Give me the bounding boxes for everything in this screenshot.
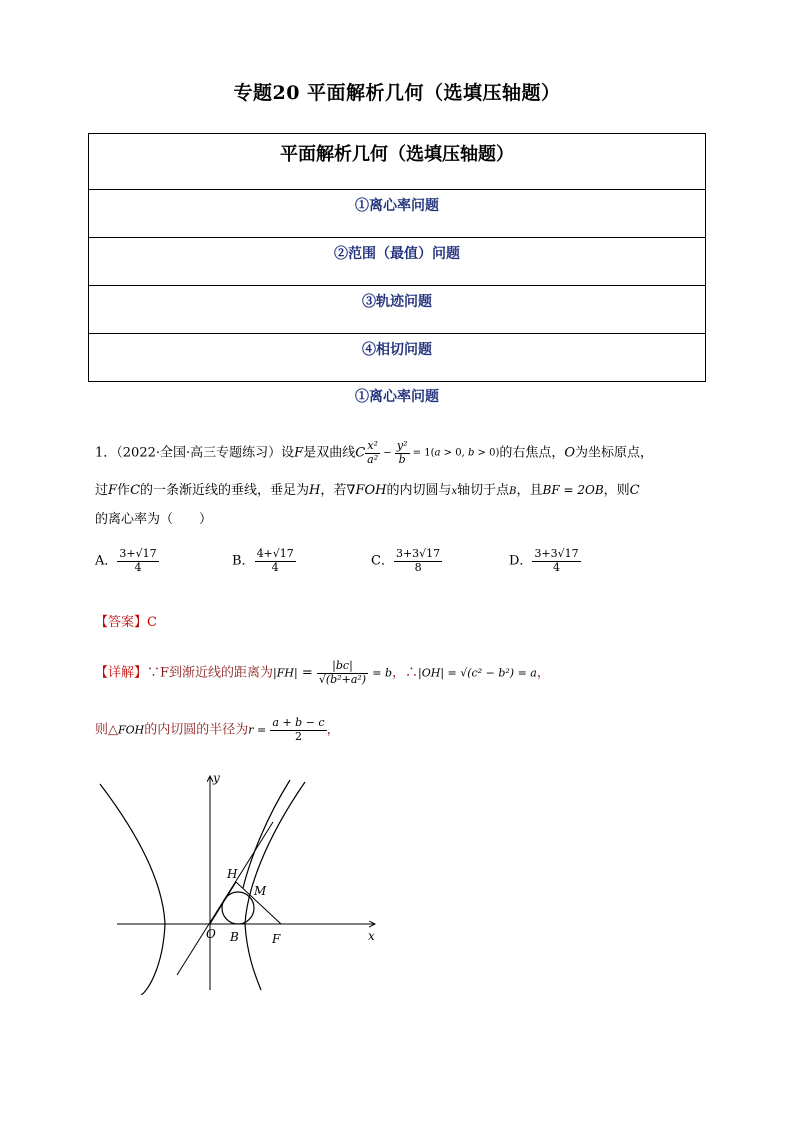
label-O: O bbox=[206, 927, 216, 941]
label-B: B bbox=[230, 930, 239, 944]
toc-item: ③轨迹问题 bbox=[89, 286, 706, 334]
label-y: y bbox=[213, 771, 220, 785]
incircle bbox=[222, 892, 254, 924]
hyperbola-figure bbox=[95, 770, 385, 995]
answer: 【答案】C bbox=[95, 615, 157, 630]
detail-line-1: 【详解】∵F到渐近线的距离为|FH| = $\frac{|bc|}{\text{√(b²+a²)}}$ = b，∴|OH| = √(c² − b²) = a， bbox=[95, 659, 550, 686]
toc-item: ①离心率问题 bbox=[89, 190, 706, 238]
toc-item: ④相切问题 bbox=[89, 334, 706, 382]
section-heading: ①离心率问题 bbox=[355, 389, 439, 405]
hyperbola-right-outer bbox=[243, 780, 290, 888]
option-a[interactable]: A． $\frac{3+√17}{4}$ bbox=[95, 547, 157, 574]
label-F: F bbox=[272, 932, 281, 946]
hyperbola-equation: $\frac{\text{x²}}{\text{a²}}$ − $\frac{\text{y²}}{b}$ = 1(a > 0, b > 0) bbox=[367, 439, 500, 466]
label-x: x bbox=[368, 929, 375, 943]
question-line-3: 的离心率为（ ） bbox=[95, 512, 213, 527]
page-title: 专题20 平面解析几何（选填压轴题） bbox=[233, 82, 561, 104]
question-line-1: 1．（2022·全国·高三专题练习）设F是双曲线C $\frac{\text{x²}}{\text{a²}}$ − $\frac{\text{y²}}{b}$ = 1(a > 0, b > 0)的右焦点，O为坐标原点， bbox=[95, 439, 654, 466]
option-b[interactable]: B． $\frac{4+√17}{4}$ bbox=[232, 547, 294, 574]
hyperbola-left-branch bbox=[100, 784, 165, 995]
option-c[interactable]: C． $\frac{3+3√17}{8}$ bbox=[371, 547, 441, 574]
question-line-2: 过F作C的一条渐近线的垂线，垂足为H，若∇FOH的内切圆与x轴切于点B，且BF = 2OB，则C bbox=[95, 483, 640, 498]
detail-line-2: 则△FOH的内切圆的半径为r = $\frac{a + b - c}{2}$ ， bbox=[95, 716, 340, 743]
toc-item: ②范围（最值）问题 bbox=[89, 238, 706, 286]
label-H: H bbox=[227, 867, 238, 881]
toc-header: 平面解析几何（选填压轴题） bbox=[89, 134, 706, 190]
label-M: M bbox=[254, 884, 267, 898]
option-d[interactable]: D． $\frac{3+3√17}{4}$ bbox=[509, 547, 579, 574]
toc-table bbox=[88, 133, 706, 382]
